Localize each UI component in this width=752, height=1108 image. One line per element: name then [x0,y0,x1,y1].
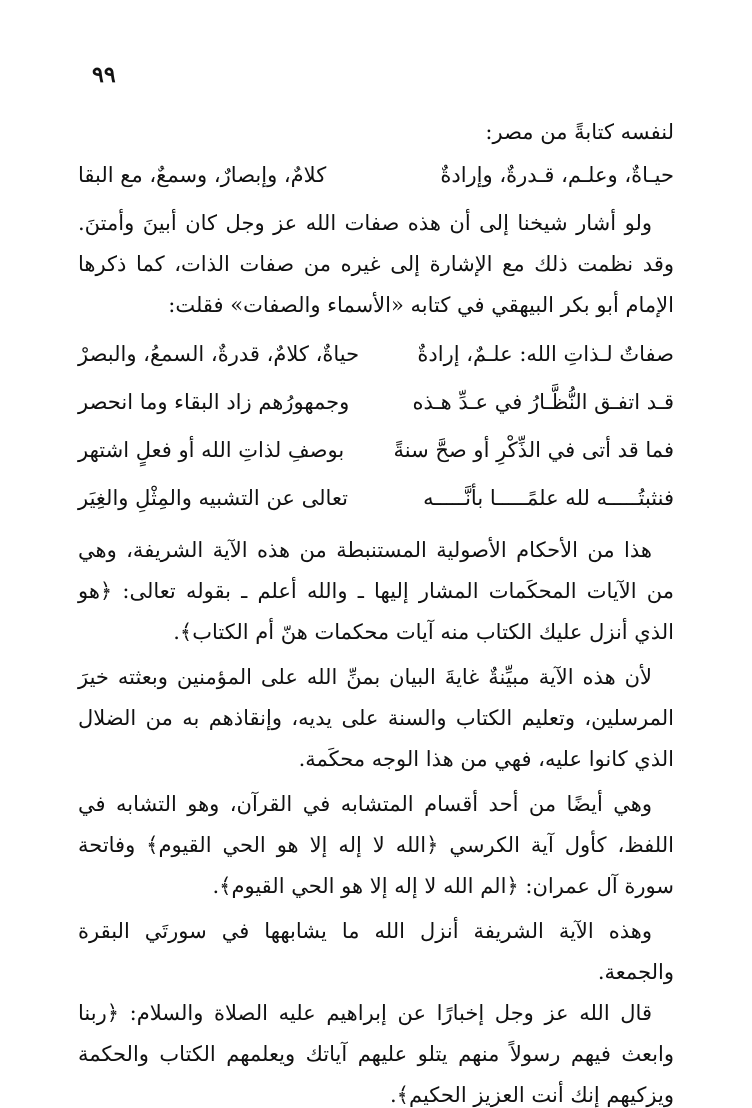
paragraph-5: وهذه الآية الشريفة أنزل الله ما يشابهها في سورتَي البقرة والجمعة. [78,919,674,984]
verse-second-hemistich: وجمهورُهم زاد البقاء وما انحصر [78,390,350,414]
paragraph-1: ولو أشار شيخنا إلى أن هذه صفات الله عز وجل كان أبينَ وأمتنَ. وقد نظمت ذلك مع الإشارة إلى غيره من صفات الذات، كما ذكرها الإمام أبو بكر البيهقي في كتابه «الأسماء والصفات» فقلت: [78,211,674,317]
page-number: ٩٩ [92,62,116,88]
paragraph-4: وهي أيضًا من أحد أقسام المتشابه في القرآن، وهو التشابه في اللفظ، كأول آية الكرسي ﴿الله لا إله إلا هو الحي القيوم﴾ وفاتحة سورة آل عمران: ﴿الم الله لا إله إلا هو الحي القيوم﴾. [78,792,674,898]
verse-second-hemistich: بوصفِ لذاتِ الله أو فعلٍ اشتهر [78,438,345,462]
poem-verse [78,426,674,474]
poem-block [78,330,674,522]
verse-first-hemistich: صفاتٌ لـذاتِ الله: علـمٌ، إرادةٌ [417,342,674,366]
paragraph-2: هذا من الأحكام الأصولية المستنبطة من هذه الآية الشريفة، وهي من الآيات المحكَمات المشار إليها ـ والله أعلم ـ بقوله تعالى: ﴿هو الذي أنزل عليك الكتاب منه آيات محكمات هنّ أم الكتاب﴾. [78,538,674,644]
intro-line: لنفسه كتابةً من مصر: [485,120,674,144]
page-body [78,112,674,1108]
poem-verse-top [78,153,674,197]
poem-verse [78,378,674,426]
poem-verse [78,330,674,378]
verse-second-hemistich: حياةٌ، كلامٌ، قدرةٌ، السمعُ، والبصرْ [78,342,360,366]
paragraph-6: قال الله عز وجل إخبارًا عن إبراهيم عليه الصلاة والسلام: ﴿ربنا وابعث فيهم رسولاً منهم يتلو عليهم آياتك ويعلمهم الكتاب والحكمة ويزكيهم إنك أنت العزيز الحكيم﴾. [78,1001,674,1107]
verse-first-hemistich: فما قد أتى في الذِّكْرِ أو صحَّ سنةً [393,438,674,462]
verse-first-hemistich: فنثبتُـــــه لله علمًـــــا بأنَّـــــه [423,486,674,510]
verse-second-hemistich: كلامٌ، وإبصارٌ، وسمعٌ، مع البقا [78,163,327,187]
poem-verse [78,474,674,522]
paragraph-3: لأن هذه الآية مبيِّنةٌ غايةَ البيان بمنِّ الله على المؤمنين وبعثته خيرَ المرسلين، وتعليم الكتاب والسنة على يديه، وإنقاذهم به من الضلال الذي كانوا عليه، فهي من هذا الوجه محكَمة. [78,665,674,771]
verse-first-hemistich: حيـاةٌ، وعلـم، قـدرةٌ، وإرادةٌ [440,163,674,187]
verse-first-hemistich: قـد اتفـق النُّظَّـارُ في عـدِّ هـذه [412,390,674,414]
verse-second-hemistich: تعالى عن التشبيه والمِثْلِ والغِيَر [78,486,348,510]
